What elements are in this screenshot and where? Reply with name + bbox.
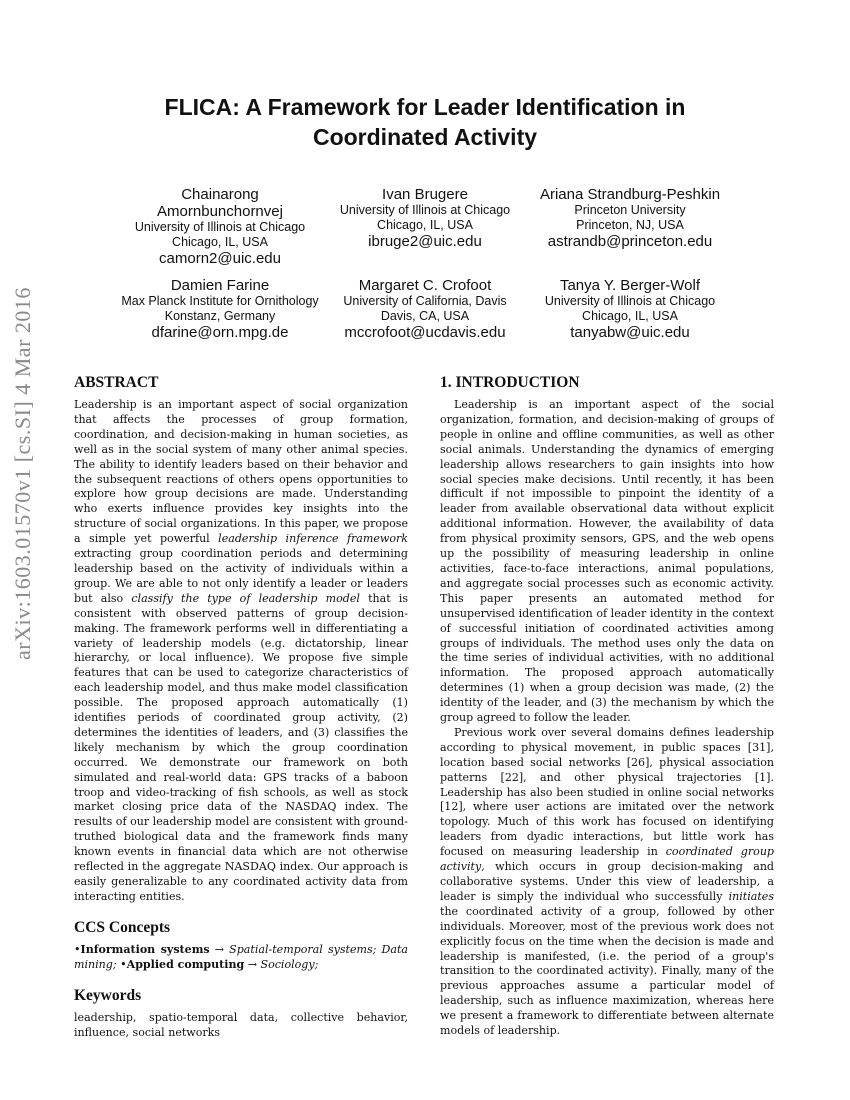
intro-emphasis: initiates — [728, 889, 774, 903]
ccs-item-label: Information systems — [80, 942, 210, 956]
ccs-item-value: Spatial-temporal systems; Data mining; — [74, 942, 408, 971]
author-location: Konstanz, Germany — [164, 309, 276, 323]
intro-text-part: Previous work over several domains defines leadership according to physical movement, in public spaces [31], location based social networks [26], physical association patterns [22], and other physical trajectories [1]. Leadership has also been studied in online social networks [12], where user actions are imitated over the network topology. Much of this work has focused on identifying leaders from dyadic interactions, but little work has focused on measuring leadership in — [440, 725, 774, 859]
author-email[interactable]: mccrofoot@ucdavis.edu — [344, 324, 506, 341]
abstract-heading: ABSTRACT — [74, 374, 159, 391]
author-affiliation: University of Illinois at Chicago — [339, 203, 511, 217]
arrow-icon: → — [244, 957, 261, 971]
author-2 — [325, 186, 525, 251]
abstract-text-part: Leadership is an important aspect of social organization that affects the processes of group formation, coordination, and decision-making in human societies, as well as in the social system of many other animal species. The ability to identify leaders based on their behavior and the subsequent reactions of others opens opportunities to explore how group decisions are made. Understanding who exerts influence provides key insights into the structure of social organizations. In this paper, we propose a simple yet powerful — [74, 398, 408, 546]
introduction-heading: 1. INTRODUCTION — [440, 374, 580, 391]
author-location: Chicago, IL, USA — [377, 218, 473, 232]
abstract-text-part: that is consistent with observed patterns of group decision-making. The framework performs well in differentiating a variety of leadership models (e.g. dictatorship, linear hierarchy, or local influence). We propose five simple features that can be used to categorize characteristics of each leadership model, and thus make model classification possible. The proposed approach automatically (1) identifies periods of coordinated group activity, (2) determines the identities of leaders, and (3) classifies the likely mechanism by which the group coordination occurred. We demonstrate our framework on both simulated and real-world data: GPS tracks of a baboon troop and video-tracking of fish schools, as well as stock market closing price data of the NASDAQ index. The results of our leadership model are consistent with ground-truthed biological data and the framework finds many known events in financial data which are not otherwise reflected in the aggregate NASDAQ index. Our approach is easily generalizable to any coordinated activity data from interacting entities. — [74, 591, 408, 903]
intro-text-part: the coordinated activity of a group, followed by other individuals. Moreover, most of the previous work does not explicitly focus on the time when the decision is made and leadership is manifested, (i.e. the period of a group's transition to the coordinated activity). Finally, many of the previous approaches assume a particular model of leadership, such as influence maximization, whereas here we present a framework to differentiate between alternate models of leadership. — [440, 904, 774, 1038]
intro-text-part: , which occurs in group decision-making and collaborative systems. Under this view of leadership, a leader is simply the individual who successfully — [440, 860, 774, 903]
author-location: Chicago, IL, USA — [582, 309, 678, 323]
bullet: • — [120, 957, 127, 971]
ccs-concepts — [74, 943, 408, 973]
author-name: Ariana Strandburg-Peshkin — [539, 186, 721, 203]
author-affiliation: University of Illinois at Chicago — [544, 294, 716, 308]
keywords-heading: Keywords — [74, 986, 142, 1004]
abstract-text-part: extracting group coordination periods and determining leadership based on the activity of individuals within a group. We are able to not only identify a leader or leaders but also — [74, 547, 408, 605]
author-affiliation: Princeton University — [574, 203, 686, 217]
paper-title: FLICA: A Framework for Leader Identification in Coordinated Activity — [164, 94, 686, 150]
keywords-text: leadership, spatio-temporal data, collective behavior, influence, social networks — [74, 1010, 408, 1039]
arrow-icon: → — [209, 942, 230, 956]
author-location: Davis, CA, USA — [380, 309, 470, 323]
author-email[interactable]: dfarine@orn.mpg.de — [151, 324, 289, 341]
author-name: Margaret C. Crofoot — [358, 277, 492, 294]
author-location: Princeton, NJ, USA — [576, 218, 684, 232]
author-name: Damien Farine — [170, 277, 270, 294]
author-3 — [530, 186, 730, 251]
author-5 — [325, 277, 525, 342]
intro-paragraph-2 — [440, 726, 774, 1039]
arxiv-stamp: arXiv:1603.01570v1 [cs.SI] 4 Mar 2016 — [10, 287, 35, 660]
ccs-heading: CCS Concepts — [74, 918, 171, 936]
intro-emphasis: coordinated group activity — [440, 845, 775, 874]
author-6 — [530, 277, 730, 342]
author-1 — [120, 186, 320, 268]
author-4 — [120, 277, 320, 342]
abstract-text — [74, 398, 408, 905]
author-name: Ivan Brugere — [382, 186, 468, 203]
author-email[interactable]: astrandb@princeton.edu — [547, 233, 713, 250]
right-column — [440, 374, 774, 1039]
abstract-emphasis: leadership inference framework — [218, 532, 408, 546]
intro-paragraph-1: Leadership is an important aspect of the social organization, formation, and decision-making of groups of people in online and offline communities, as well as other social animals. Understanding the dynamics of emerging leadership allows researchers to gain insights into how social species make decisions. Until recently, it has been difficult if not impossible to pinpoint the identity of a leader from available observational data without explicit additional information. However, the availability of data from physical proximity sensors, GPS, and the web opens up the possibility of measuring leadership in online activities, face-to-face interactions, animal populations, and aggregate social processes such as economic activity. This paper presents an automated method for unsupervised identification of leader identity in the context of successful initiation of coordinated activities among groups of individuals. The method uses only the data on the time series of individual activities, with no additional information. The proposed approach automatically determines (1) when a group decision was made, (2) the identity of the leader, and (3) the mechanism by which the group agreed to follow the leader. — [440, 398, 774, 725]
author-name: Tanya Y. Berger-Wolf — [559, 277, 701, 294]
author-email[interactable]: camorn2@uic.edu — [159, 250, 281, 267]
ccs-item-label: Applied computing — [126, 957, 245, 971]
author-name: Chainarong Amornbunchornvej — [157, 186, 283, 220]
author-affiliation: University of California, Davis — [343, 294, 507, 308]
left-column — [74, 374, 408, 1040]
author-email[interactable]: tanyabw@uic.edu — [570, 324, 690, 341]
ccs-item-value: Sociology; — [260, 957, 319, 971]
bullet: • — [74, 942, 81, 956]
abstract-emphasis: classify the type of leadership model — [131, 591, 360, 605]
author-location: Chicago, IL, USA — [172, 235, 268, 249]
author-affiliation: Max Planck Institute for Ornithology — [121, 294, 319, 308]
author-affiliation: University of Illinois at Chicago — [134, 220, 306, 234]
author-email[interactable]: ibruge2@uic.edu — [368, 233, 482, 250]
